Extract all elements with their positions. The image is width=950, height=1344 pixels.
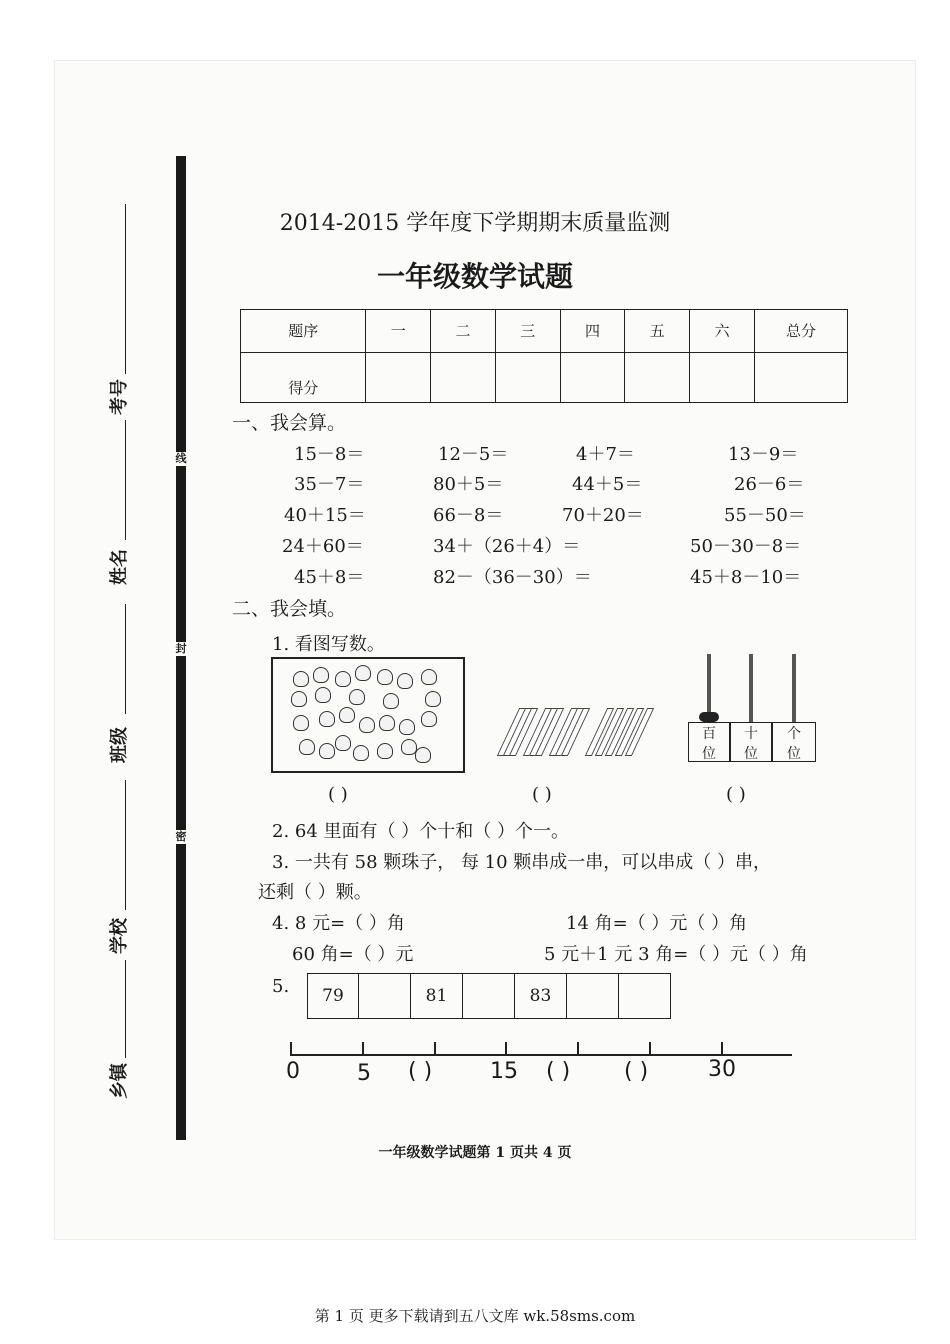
equation: 50－30－8＝ (690, 536, 802, 557)
kaohao-label: 考号 (109, 379, 130, 415)
cup-icon (315, 687, 331, 703)
equation: 45＋8－10＝ (690, 567, 802, 588)
score-header-cell: 五 (625, 310, 690, 353)
cup-icon (353, 745, 369, 761)
xiangzhen-label: 乡镇 (109, 1063, 130, 1099)
number-line-tick (362, 1042, 364, 1056)
xian-mark: 线 (172, 452, 190, 466)
question-3-line1: 3. 一共有 58 颗珠子， 每 10 颗串成一串，可以串成（ ）串， (272, 852, 772, 873)
score-header-cell: 三 (495, 310, 560, 353)
cup-icon (313, 667, 329, 683)
number-line-tick (505, 1042, 507, 1056)
xingming-line (125, 420, 126, 540)
abacus-place-tens (730, 722, 772, 762)
number-line-label: 30 (708, 1057, 736, 1082)
cup-icon (383, 693, 399, 709)
equation: 15－8＝ (294, 444, 365, 465)
abacus-label: 个 位 (787, 726, 801, 762)
number-line-tick (434, 1042, 436, 1056)
exam-title: 一年级数学试题 (376, 260, 573, 293)
cup-icon (319, 711, 335, 727)
equation: 13－9＝ (728, 444, 799, 465)
abacus-bead (699, 712, 719, 722)
score-cell[interactable] (431, 352, 496, 402)
equation: 55－50＝ (724, 505, 806, 526)
score-row-label: 得分 (241, 352, 366, 402)
score-table-score-row (241, 352, 848, 402)
equation: 35－7＝ (294, 474, 365, 495)
sequence-box: 81 (410, 973, 463, 1019)
equation: 80＋5＝ (433, 474, 504, 495)
cups-picture (271, 657, 465, 773)
equation: 44＋5＝ (572, 474, 643, 495)
cup-icon (335, 735, 351, 751)
score-header-cell: 六 (690, 310, 755, 353)
xuexiao-line (125, 780, 126, 910)
score-header-cell: 一 (366, 310, 431, 353)
question-4-left-a: 4. 8 元=（ ）角 (272, 913, 405, 934)
section1-heading: 一、我会算。 (232, 412, 347, 434)
score-cell[interactable] (366, 352, 431, 402)
score-table (240, 309, 848, 403)
cup-icon (425, 691, 441, 707)
score-cell[interactable] (560, 352, 625, 402)
cup-icon (399, 719, 415, 735)
cup-icon (339, 707, 355, 723)
xingming-label: 姓名 (109, 549, 130, 585)
page-footer: 一年级数学试题第 1 页共 4 页 (378, 1145, 572, 1161)
abacus-place-ones (772, 722, 816, 762)
abacus-place-hundreds (688, 722, 730, 762)
number-line-blank[interactable]: ( ) (624, 1059, 649, 1084)
equation: 45＋8＝ (294, 567, 365, 588)
mi-mark: 密 (172, 830, 190, 844)
number-line-blank[interactable]: ( ) (546, 1059, 571, 1084)
score-cell[interactable] (690, 352, 755, 402)
score-header-cell: 题序 (241, 310, 366, 353)
banji-label: 班级 (109, 727, 130, 763)
banji-line (125, 604, 126, 714)
number-line-axis (290, 1054, 792, 1056)
sequence-box[interactable] (462, 973, 515, 1019)
number-line-tick (290, 1042, 292, 1056)
equation: 70＋20＝ (562, 505, 644, 526)
cup-icon (299, 739, 315, 755)
equation: 26－6＝ (734, 474, 805, 495)
sequence-box[interactable] (358, 973, 411, 1019)
sequence-box: 83 (514, 973, 567, 1019)
cup-icon (293, 671, 309, 687)
answer-blank[interactable]: ( ) (532, 784, 552, 805)
cup-icon (291, 691, 307, 707)
score-table-header-row (241, 310, 848, 353)
sequence-box: 79 (307, 973, 359, 1019)
question-2: 2. 64 里面有（ ）个十和（ ）个一。 (272, 821, 569, 842)
download-note: 第 1 页 更多下载请到五八文库 wk.58sms.com (314, 1307, 636, 1325)
equation: 12－5＝ (438, 444, 509, 465)
answer-blank[interactable]: ( ) (328, 784, 348, 805)
cup-icon (397, 673, 413, 689)
number-line-tick (577, 1042, 579, 1056)
abacus-rod (792, 654, 796, 722)
cup-icon (293, 715, 309, 731)
cup-icon (379, 715, 395, 731)
equation: 24＋60＝ (282, 536, 364, 557)
cup-icon (359, 717, 375, 733)
section2-heading: 二、我会填。 (232, 598, 347, 620)
equation: 66－8＝ (433, 505, 504, 526)
question-1: 1. 看图写数。 (272, 634, 385, 655)
number-line-label: 15 (490, 1059, 518, 1084)
cup-icon (421, 669, 437, 685)
score-cell[interactable] (755, 352, 848, 402)
equation: 40＋15＝ (284, 505, 366, 526)
cup-icon (335, 671, 351, 687)
number-line-label: 0 (286, 1059, 300, 1084)
cup-icon (377, 669, 393, 685)
cup-icon (349, 689, 365, 705)
exam-subtitle: 2014-2015 学年度下学期期末质量监测 (279, 211, 671, 236)
cup-icon (319, 743, 335, 759)
question-4-right-a: 14 角=（ ）元（ ）角 (566, 913, 748, 934)
score-cell[interactable] (495, 352, 560, 402)
cup-icon (377, 743, 393, 759)
equation: 34＋（26＋4）＝ (433, 536, 581, 557)
question-5: 5. (272, 976, 290, 997)
cup-icon (421, 711, 437, 727)
abacus-rod (749, 654, 753, 722)
question-3-line2: 还剩（ ）颗。 (258, 882, 372, 903)
score-header-cell: 二 (431, 310, 496, 353)
cup-icon (415, 747, 431, 763)
cup-icon (355, 665, 371, 681)
number-line-blank[interactable]: ( ) (408, 1059, 433, 1084)
score-header-cell: 总分 (755, 310, 848, 353)
equation: 82－（36－30）＝ (433, 567, 592, 588)
number-line-label: 5 (357, 1061, 371, 1086)
score-header-cell: 四 (560, 310, 625, 353)
answer-blank[interactable]: ( ) (726, 784, 746, 805)
equation: 4＋7＝ (576, 444, 635, 465)
number-line-tick (649, 1042, 651, 1056)
sequence-box[interactable] (566, 973, 619, 1019)
feng-mark: 封 (172, 642, 190, 656)
abacus-label: 十 位 (744, 726, 758, 762)
number-line-tick (721, 1042, 723, 1056)
xuexiao-label: 学校 (109, 918, 130, 954)
sequence-box[interactable] (618, 973, 671, 1019)
xiangzhen-line (125, 960, 126, 1058)
question-4-left-b: 60 角=（ ）元 (292, 944, 414, 965)
question-4-right-b: 5 元＋1 元 3 角=（ ）元（ ）角 (544, 944, 808, 965)
score-cell[interactable] (625, 352, 690, 402)
abacus-label: 百 位 (702, 726, 716, 762)
